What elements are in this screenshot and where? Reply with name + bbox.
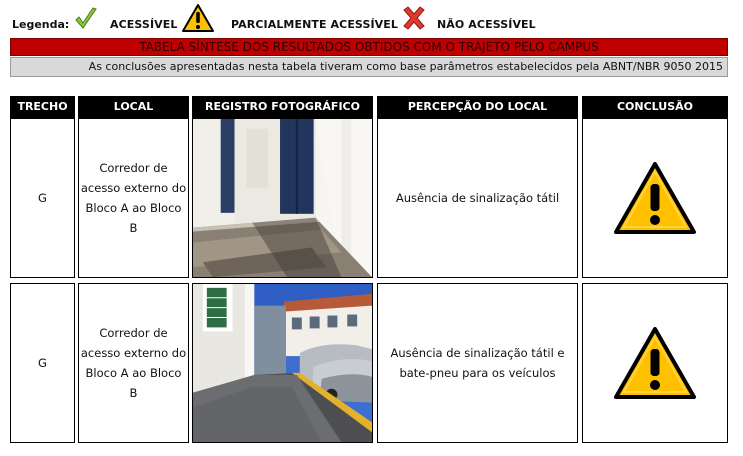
row1-percepcao: [377, 118, 578, 278]
local-line: Bloco A ao Bloco: [85, 201, 182, 215]
legend-not-accessible: NÃO ACESSÍVEL: [437, 18, 536, 31]
warning-icon: [181, 3, 215, 33]
row2-percepcao: [377, 283, 578, 443]
row2-conclusao: [582, 283, 728, 443]
header-percepcao: PERCEPÇÃO DO LOCAL: [377, 96, 578, 118]
header-local: LOCAL: [78, 96, 189, 118]
local-line: B: [129, 221, 138, 235]
local-line: acesso externo do: [80, 346, 187, 360]
legend: [0, 0, 743, 36]
header-trecho: TRECHO: [10, 96, 75, 118]
percepcao-line: Ausência de sinalização tátil e: [390, 346, 565, 360]
table-note: As conclusões apresentadas nesta tabela tiveram como base parâmetros estabelecidos pela ABNT/NBR 9050 2015: [10, 57, 728, 77]
warning-icon: [612, 325, 698, 401]
parking-photo: [193, 283, 372, 443]
trecho-value: G: [38, 191, 47, 205]
header-registro: REGISTRO FOTOGRÁFICO: [192, 96, 373, 118]
table-title: TABELA SÍNTESE DOS RESULTADOS OBTIDOS COM O TRAJETO PELO CAMPUS: [10, 38, 728, 56]
trecho-value: G: [38, 356, 47, 370]
row2-local: [78, 283, 189, 443]
local-text: [81, 323, 186, 403]
row1-local: [78, 118, 189, 278]
row1-conclusao: [582, 118, 728, 278]
row2-trecho: [10, 283, 75, 443]
legend-accessible: ACESSÍVEL: [110, 18, 178, 31]
percepcao-text: [390, 343, 564, 383]
legend-partial: PARCIALMENTE ACESSÍVEL: [231, 18, 399, 31]
local-line: Corredor de: [99, 161, 168, 175]
local-line: Bloco A ao Bloco: [85, 366, 182, 380]
local-line: B: [129, 386, 138, 400]
percepcao-line: Ausência de sinalização tátil: [395, 191, 560, 205]
percepcao-line: bate-pneu para os veículos: [399, 366, 556, 380]
local-line: Corredor de: [99, 326, 168, 340]
corridor-photo: [193, 118, 372, 278]
legend-label: Legenda:: [12, 18, 70, 31]
header-conclusao: CONCLUSÃO: [582, 96, 728, 118]
row1-photo: [192, 118, 373, 278]
row1-trecho: [10, 118, 75, 278]
check-icon: [74, 6, 98, 32]
warning-icon: [612, 160, 698, 236]
row2-photo: [192, 283, 373, 443]
local-text: [81, 158, 186, 238]
local-line: acesso externo do: [80, 181, 187, 195]
cross-icon: [401, 5, 427, 31]
percepcao-text: [396, 188, 559, 208]
